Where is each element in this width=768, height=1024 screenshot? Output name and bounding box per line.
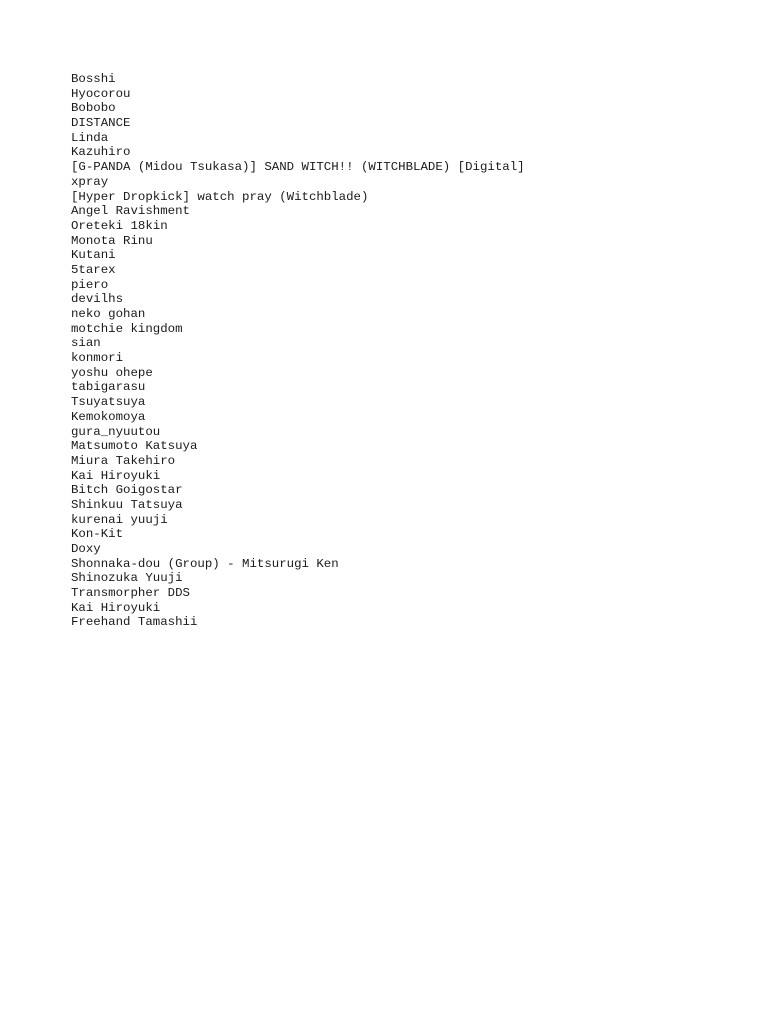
text-line: gura_nyuutou <box>71 424 161 439</box>
text-line: piero <box>71 277 109 292</box>
text-line: Shinozuka Yuuji <box>71 571 183 586</box>
text-line: Tsuyatsuya <box>71 395 146 410</box>
text-line: Freehand Tamashii <box>71 615 198 630</box>
text-line: 5tarex <box>71 262 116 277</box>
text-line: neko gohan <box>71 307 146 321</box>
text-line: kurenai yuuji <box>71 512 168 527</box>
text-document <box>71 72 751 630</box>
text-line: Angel Ravishment <box>71 204 190 219</box>
text-line: Monota Rinu <box>71 233 153 248</box>
text-line: Kemokomoya <box>71 409 146 424</box>
text-line: Bobobo <box>71 101 116 116</box>
text-line: konmori <box>71 351 124 366</box>
text-line: [G-PANDA (Midou Tsukasa)] SAND WITCH!! (WITCHBLADE) [Digital] <box>71 160 525 175</box>
text-line: Kai Hiroyuki <box>71 600 161 615</box>
text-line: Miura Takehiro <box>71 453 176 468</box>
text-line: Transmorpher DDS <box>71 586 190 601</box>
text-line: Kutani <box>71 248 116 263</box>
text-line: Kazuhiro <box>71 145 131 160</box>
text-line: [Hyper Dropkick] watch pray (Witchblade) <box>71 189 369 204</box>
text-line: Oreteki 18kin <box>71 218 168 233</box>
text-line: Shinkuu Tatsuya <box>71 497 183 512</box>
text-line: devilhs <box>71 292 124 307</box>
text-line: Bosshi <box>71 72 116 86</box>
text-line: Linda <box>71 130 109 145</box>
text-line: xpray <box>71 174 109 189</box>
text-line: Kai Hiroyuki <box>71 468 161 483</box>
text-line: Doxy <box>71 542 101 556</box>
text-line: motchie kingdom <box>71 321 183 336</box>
text-line: Bitch Goigostar <box>71 483 183 498</box>
text-line: Matsumoto Katsuya <box>71 439 198 454</box>
text-line: sian <box>71 336 101 351</box>
text-line: Shonnaka-dou (Group) - Mitsurugi Ken <box>71 556 339 571</box>
text-line: Kon-Kit <box>71 527 124 542</box>
text-line: Hyocorou <box>71 86 131 101</box>
text-line: yoshu ohepe <box>71 365 153 380</box>
text-line: tabigarasu <box>71 380 146 395</box>
text-line: DISTANCE <box>71 116 131 131</box>
